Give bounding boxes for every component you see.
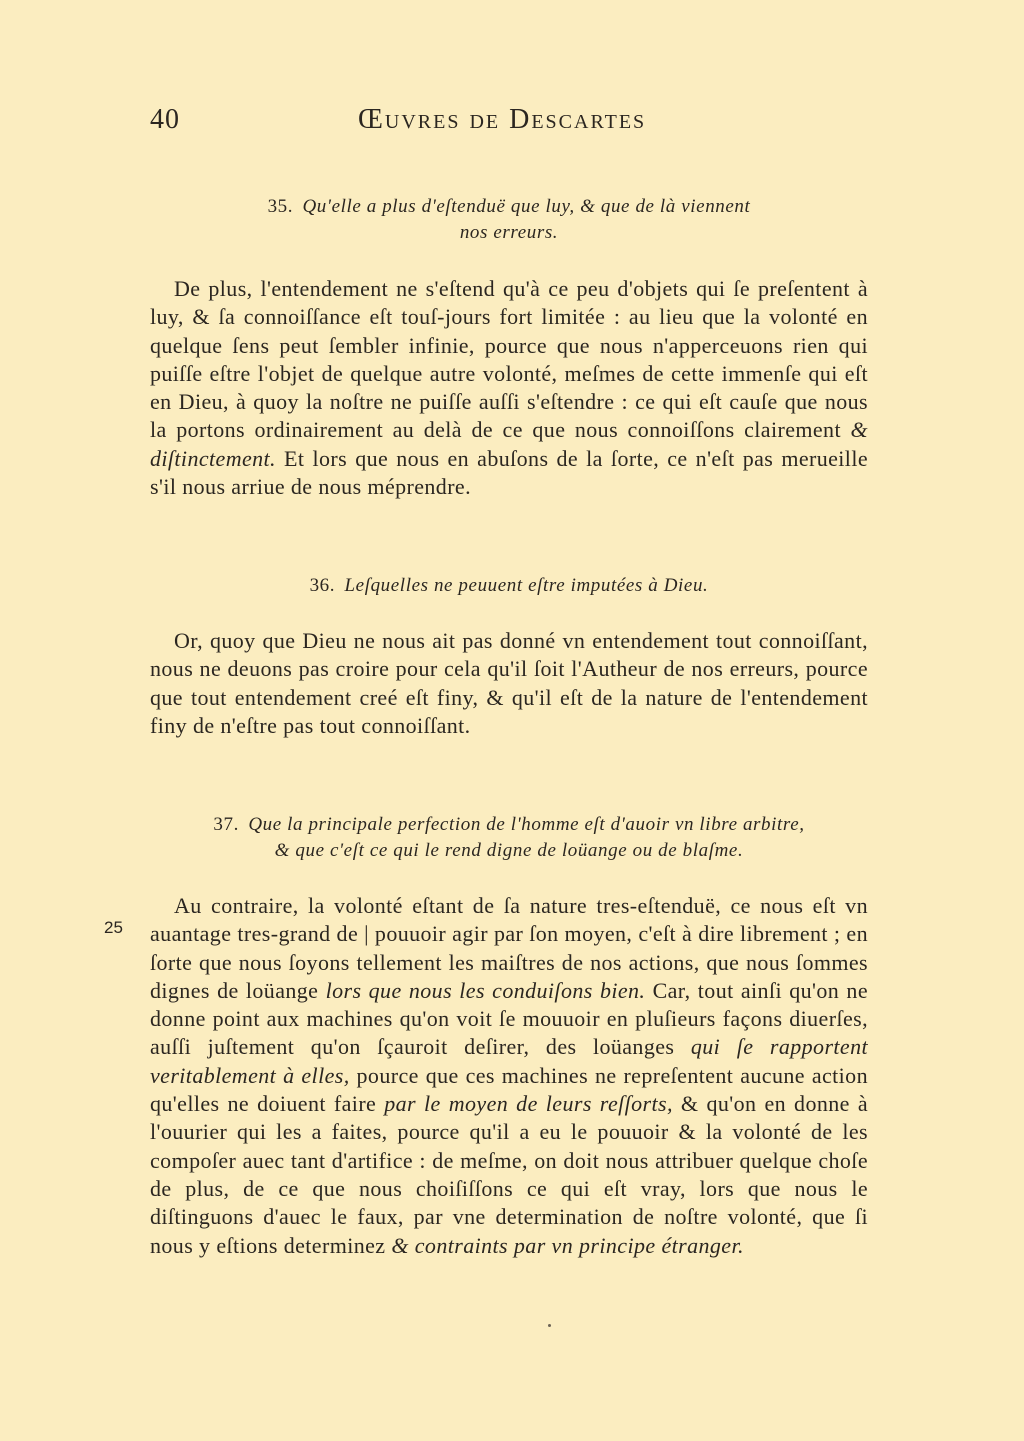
section-35-heading [150,194,868,246]
section-37-italic-1: lors que nous les conduiſons bien. [325,977,646,1003]
section-35-title-line2: nos erreurs. [459,222,559,243]
section-37-paragraph [150,892,868,1260]
section-37-title-line2: & que c'eſt ce qui le rend digne de loüange ou de blaſme. [274,840,744,861]
section-37-number: 37. [213,814,239,835]
section-37-heading [150,812,868,864]
running-head: Œuvres de Descartes [358,104,647,135]
margin-line-number: 25 [104,918,123,937]
section-35-body-a: De plus, l'entendement ne s'eſtend qu'à ce peu d'objets qui ſe preſentent à luy, & ſa connoiſſance eſt touſ-jours fort limitée : au lieu que la volonté en quelque ſens peut ſembler infinie, pource que nous n'apperceuons rien qui puiſſe eſtre l'objet de quelque autre volonté, meſmes de cette immenſe qui eſt en Dieu, à quoy la noſtre ne puiſſe auſſi s'eſtendre : ce qui eſt cauſe que nous la portons ordinairement au delà de ce que nous connoiſſons clairement [150,276,868,443]
section-35-number: 35. [267,196,294,217]
section-37-text-3: pource que ces machines ne repreſentent aucune action qu'elles ne doiuent faire [150,1062,868,1117]
section-37-text-2: Car, tout ainſi qu'on ne donne point aux machines qu'on voit ſe mouuoir en pluſieurs façons diuerſes, auſſi juſtement qu'on ſçauroit deſirer, des loüanges [150,977,868,1060]
section-36-paragraph [150,627,868,740]
section-37-text-1: Au contraire, la volonté eſtant de ſa nature tres-eſtenduë, ce nous eſt vn auantage tres-grand de | pouuoir agir par ſon moyen, c'eſt à dire librement ; en ſorte que nous ſoyons tellement les maiſtres de nos actions, que nous ſommes dignes de loüange [150,893,868,1003]
section-35-title-line1: Qu'elle a plus d'eſtenduë que luy, & que de là viennent [302,196,751,217]
section-37-italic-3: par le moyen de leurs reſſorts, [384,1091,673,1117]
section-35-body-italic: & diſtinctement. [150,417,868,471]
section-36-body: Or, quoy que Dieu ne nous ait pas donné vn entendement tout connoiſſant, nous ne deuons pas croire pour cela qu'il ſoit l'Autheur de nos erreurs, pource que tout entendement creé eſt finy, & qu'il eſt de la nature de l'entendement finy de n'eſtre pas tout connoiſſant. [150,628,868,738]
section-36-heading [150,573,868,599]
section-37-text-4: & qu'on en donne à l'ouurier qui les a faites, pource qu'il a eu le pouuoir & la volonté de les compoſer auec tant d'artifice : de meſme, on doit nous attribuer quelque choſe de plus, de ce que nous choiſiſſons ce qui eſt vray, lors que nous le diſtinguons d'auec le faux, par vne determination de noſtre volonté, que ſi nous y eſtions determinez [150,1091,868,1258]
page-number: 40 [150,104,180,135]
section-36-title: Leſquelles ne peuuent eſtre imputées à Dieu. [344,575,709,596]
section-35-paragraph [150,275,868,501]
page-mark-dot [548,1324,551,1327]
section-35-body-b: Et lors que nous en abuſons de la ſorte, ce n'eſt pas merueille s'il nous arriue de nous méprendre. [150,445,868,500]
section-37-italic-2: qui ſe rapportent veritablement à elles, [150,1034,868,1088]
section-36-number: 36. [309,575,336,596]
section-37-title-line1: Que la principale perfection de l'homme eſt d'auoir vn libre arbitre, [248,814,805,835]
section-37-italic-4: & contraints par vn principe étranger. [391,1232,744,1258]
